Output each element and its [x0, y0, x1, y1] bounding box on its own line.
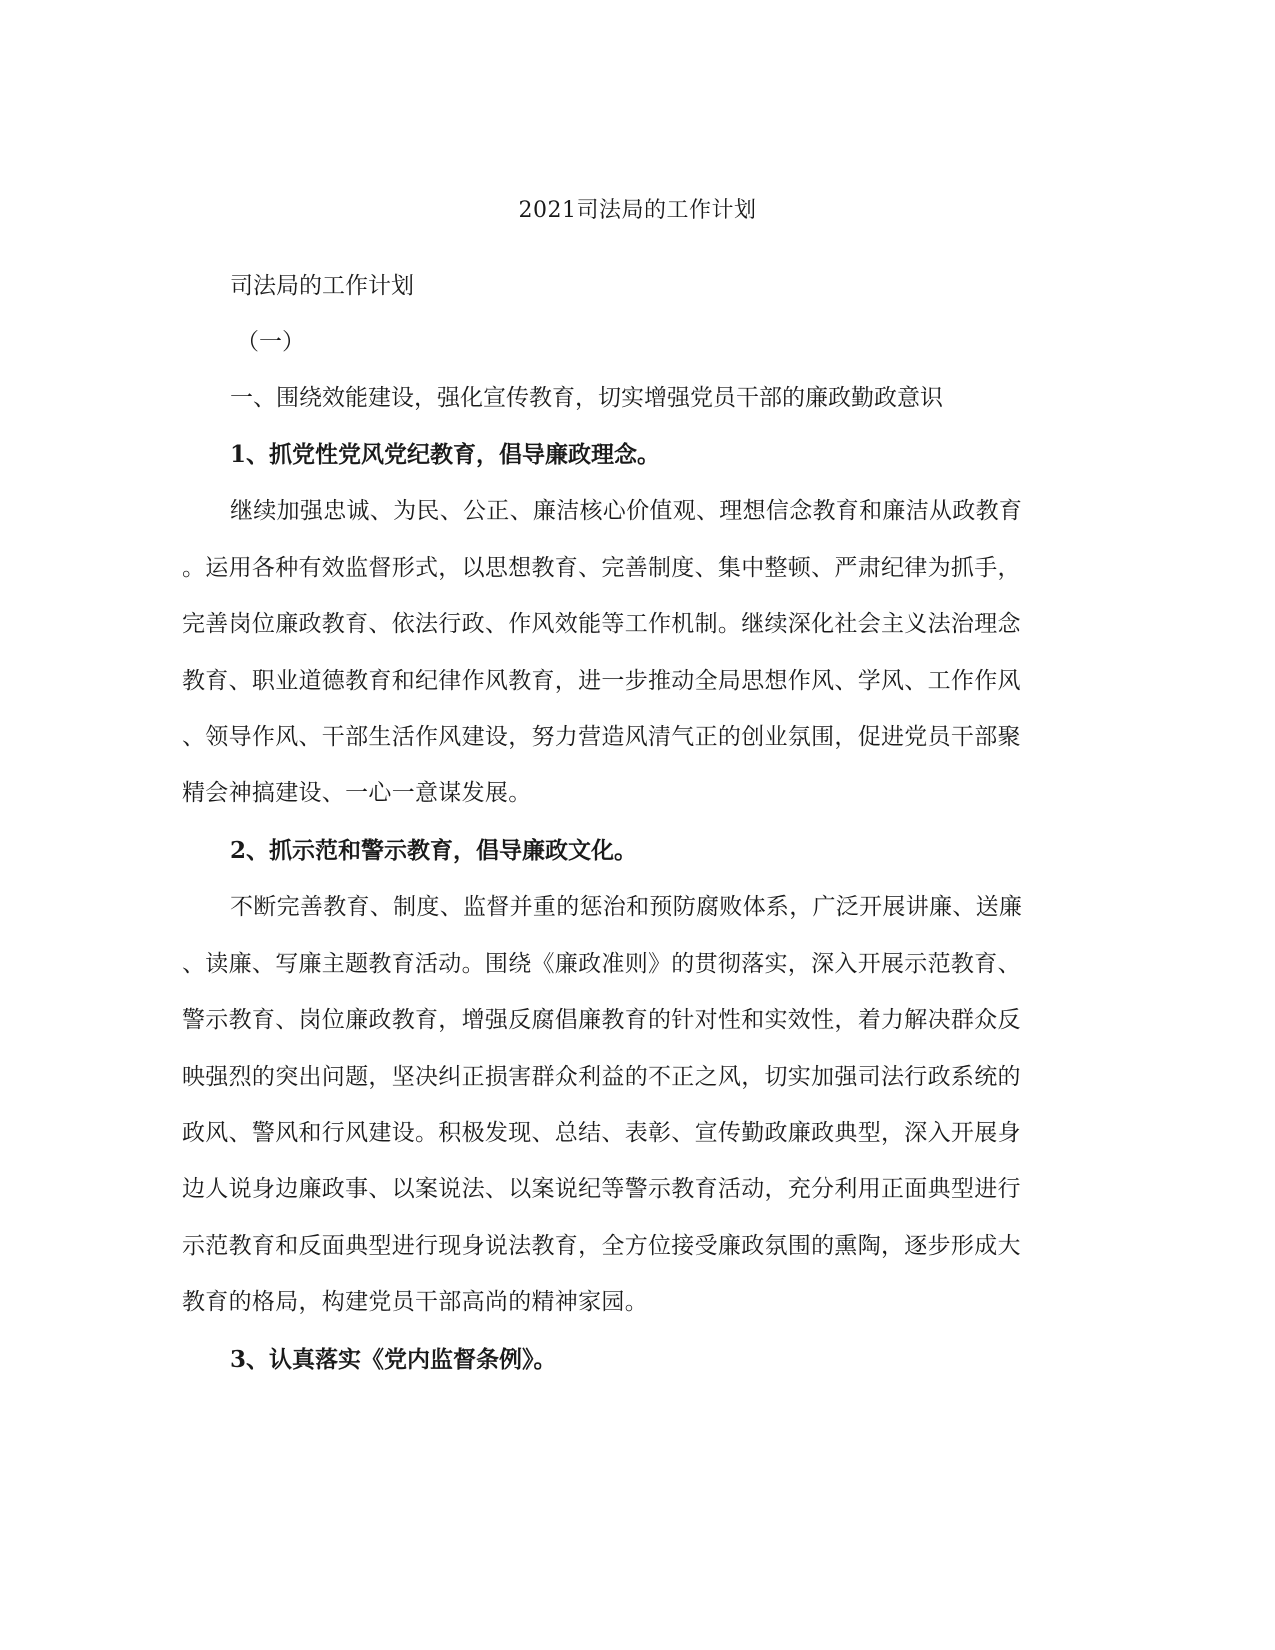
item1-line: 教育、职业道德教育和纪律作风教育，进一步推动全局思想作风、学风、工作作风	[182, 668, 1021, 694]
item2-heading: 2、抓示范和警示教育，倡导廉政文化。	[230, 837, 638, 864]
item2-line: 、读廉、写廉主题教育活动。围绕《廉政准则》的贯彻落实，深入开展示范教育、	[182, 951, 1021, 977]
item1-line: 继续加强忠诚、为民、公正、廉洁核心价值观、理想信念教育和廉洁从政教育	[230, 498, 1023, 524]
item2-line: 警示教育、岗位廉政教育，增强反腐倡廉教育的针对性和实效性，着力解决群众反	[182, 1007, 1021, 1033]
item1-line: 、领导作风、干部生活作风建设，努力营造风清气正的创业氛围，促进党员干部聚	[182, 724, 1021, 750]
section-heading: 一、围绕效能建设，强化宣传教育，切实增强党员干部的廉政勤政意识	[230, 385, 943, 411]
item1-line: 。运用各种有效监督形式，以思想教育、完善制度、集中整顿、严肃纪律为抓手，	[182, 555, 1021, 581]
item2-line: 边人说身边廉政事、以案说法、以案说纪等警示教育活动，充分利用正面典型进行	[182, 1176, 1021, 1202]
item2-line: 教育的格局，构建党员干部高尚的精神家园。	[182, 1289, 648, 1315]
item2-line: 不断完善教育、制度、监督并重的惩治和预防腐败体系，广泛开展讲廉、送廉	[230, 894, 1023, 920]
item3-heading: 3、认真落实《党内监督条例》。	[230, 1346, 557, 1373]
part-marker: （一）	[236, 329, 305, 355]
document-subtitle: 司法局的工作计划	[230, 273, 414, 299]
item1-heading: 1、抓党性党风党纪教育，倡导廉政理念。	[230, 441, 661, 468]
item1-line: 完善岗位廉政教育、依法行政、作风效能等工作机制。继续深化社会主义法治理念	[182, 611, 1021, 637]
item2-line: 政风、警风和行风建设。积极发现、总结、表彰、宣传勤政廉政典型，深入开展身	[182, 1120, 1021, 1146]
item1-line: 精会神搞建设、一心一意谋发展。	[182, 780, 532, 806]
item2-line: 示范教育和反面典型进行现身说法教育，全方位接受廉政氛围的熏陶，逐步形成大	[182, 1233, 1021, 1259]
item2-line: 映强烈的突出问题，坚决纠正损害群众利益的不正之风，切实加强司法行政系统的	[182, 1064, 1021, 1090]
document-title: 2021司法局的工作计划	[518, 198, 757, 223]
